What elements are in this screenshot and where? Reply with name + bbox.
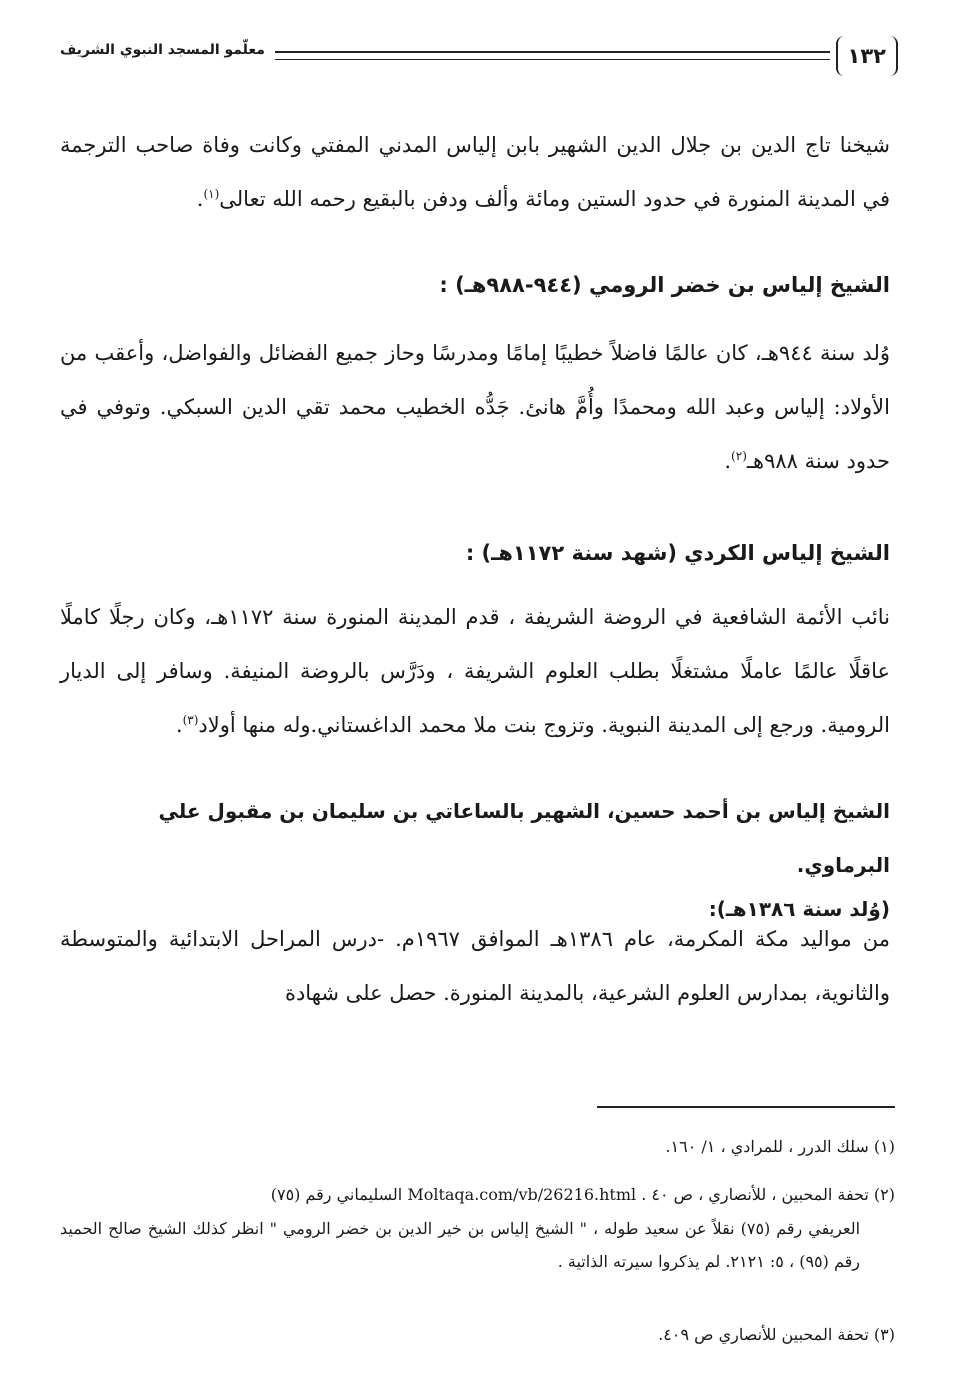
paragraph-2-text: وُلد سنة ٩٤٤هـ، كان عالمًا فاضلاً خطيبًا إمامًا ومدرسًا وحاز جميع الفضائل والفواضل، وأعقب من الأولاد: إلياس وعبد الله ومحمدًا وأُمَّ هانئ. جَدُّه الخطيب محمد تقي الدين السبكي. وتوفي في حدود سنة ٩٨٨هـ	[60, 341, 890, 473]
paragraph-3-end: .	[175, 713, 183, 737]
heading-ilyas-saati-line-1: الشيخ إلياس بن أحمد حسين، الشهير بالساعاتي بن سليمان بن مقبول علي البرماوي.	[158, 799, 890, 877]
paragraph-2	[60, 326, 890, 488]
running-title: معلّمو المسجد النبوي الشريف	[60, 42, 265, 58]
footnote-1: (١) سلك الدرر ، للمرادي ، ١/ ١٦٠.	[665, 1137, 895, 1156]
header-rule	[275, 51, 830, 60]
footnote-ref-1: (١)	[203, 187, 220, 201]
footnote-3: (٣) تحفة المحبين للأنصاري ص ٤٠٩.	[658, 1325, 895, 1344]
paragraph-3	[60, 590, 890, 752]
paragraph-2-end: .	[724, 449, 732, 473]
footnote-separator	[597, 1106, 895, 1108]
page-number: ١٣٢	[836, 36, 898, 76]
heading-ilyas-rumi: الشيخ إلياس بن خضر الرومي (٩٤٤-٩٨٨هـ) :	[439, 273, 890, 297]
footnote-ref-3: (٣)	[182, 713, 199, 727]
paragraph-3-text: نائب الأئمة الشافعية في الروضة الشريفة ، قدم المدينة المنورة سنة ١١٧٢هـ، وكان رجلًا كاملًا عاقلًا عالمًا عاملًا مشتغلًا بطلب العلوم الشريفة ، ودَرَّس بالروضة المنيفة. وسافر إلى الديار الرومية. ورجع إلى المدينة النبوية. وتزوج بنت ملا محمد الداغستاني.وله منها أولاد	[60, 605, 890, 737]
heading-ilyas-saati-line-2: (وُلد سنة ١٣٨٦هـ):	[708, 897, 890, 921]
page-header	[60, 36, 898, 80]
footnote-2-continued: العريفي رقم (٧٥) نقلاً عن سعيد طوله ، " الشيخ إلياس بن خير الدين بن خضر الرومي " انظر كذلك الشيخ صالح الحميد رقم (٩٥) ، ٥: ٢١٢١. لم يذكروا سيرته الذاتية .	[60, 1219, 861, 1271]
paragraph-1-text: شيخنا تاج الدين بن جلال الدين الشهير بابن إلياس المدني المفتي وكانت وفاة صاحب الترجمة في المدينة المنورة في حدود الستين ومائة وألف ودفن بالبقيع رحمه الله تعالى	[60, 133, 890, 211]
footnote-ref-2: (٢)	[731, 449, 747, 463]
footnote-2: (٢) تحفة المحبين ، للأنصاري ، ص ٤٠ . Moltaqa.com/vb/26216.html السليماني رقم (٧٥)	[270, 1185, 895, 1204]
heading-ilyas-kurdi: الشيخ إلياس الكردي (شهد سنة ١١٧٢هـ) :	[465, 541, 890, 565]
paragraph-1	[60, 118, 890, 226]
paragraph-4	[60, 912, 890, 1020]
paragraph-4-text: من مواليد مكة المكرمة، عام ١٣٨٦هـ الموافق ١٩٦٧م. -درس المراحل الابتدائية والمتوسطة والثانوية، بمدارس العلوم الشرعية، بالمدينة المنورة. حصل على شهادة	[60, 927, 891, 1005]
paragraph-1-end: .	[196, 187, 204, 211]
